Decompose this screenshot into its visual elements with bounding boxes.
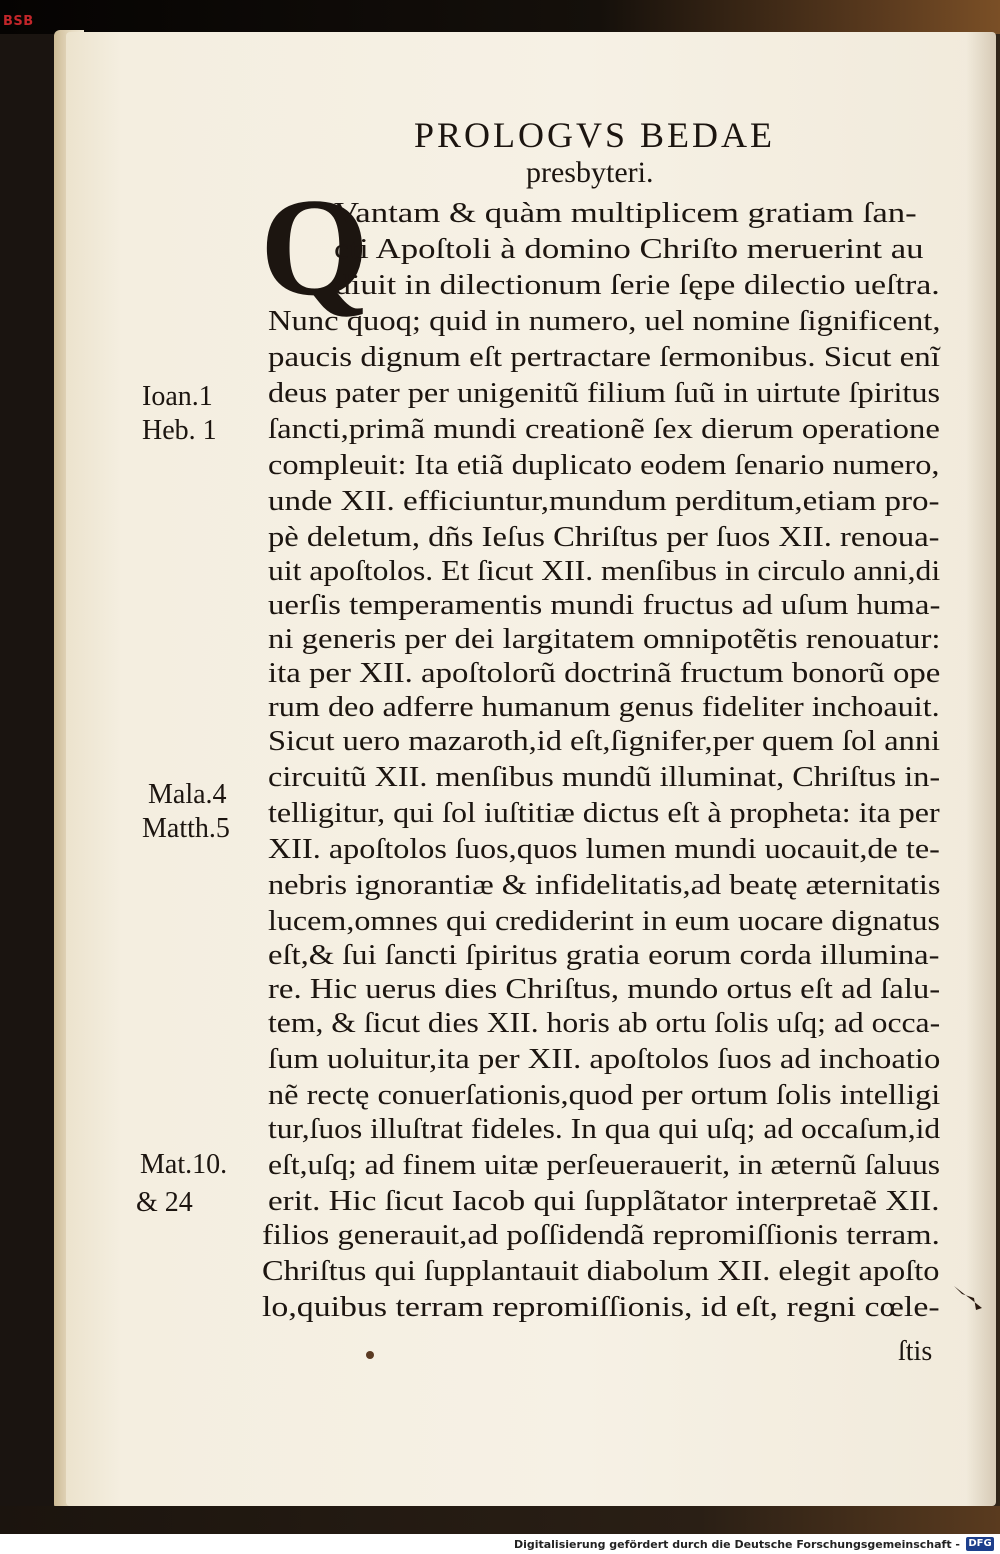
body-line: circuitũ XII. menſibus mundũ illuminat, Chriſtus in-	[268, 761, 941, 793]
body-line: ita per XII. apoſtolorũ doctrinã fructum bonorũ ope	[268, 657, 941, 689]
decorated-initial: Q	[260, 170, 369, 325]
body-line: erit. Hic ſicut Iacob qui ſupplãtator interpretaẽ XII.	[268, 1185, 940, 1217]
body-line: diuit in dilectionum ſerie ſępe dilectio ueſtra.	[334, 269, 940, 301]
body-line: Nunc quoq; quid in numero, uel nomine ſignificent,	[268, 305, 941, 337]
scan-bottom-background	[0, 1506, 1000, 1534]
ink-spot	[366, 1351, 374, 1359]
margin-note: & 24	[136, 1187, 193, 1218]
scan-top-background	[0, 0, 1000, 34]
body-line: eſt,uſq; ad finem uitæ perſeuerauerit, in æternũ ſaluus	[268, 1149, 941, 1181]
body-line: nẽ rectę conuerſationis,quod per ortum ſolis intelligi	[268, 1079, 941, 1111]
body-line: ni generis per dei largitatem omnipotẽtis renouatur:	[268, 623, 941, 655]
body-line: XII. apoſtolos ſuos,quos lumen mundi uocauit,de te-	[268, 833, 940, 865]
body-line: ſancti,primã mundi creationẽ ſex dierum operatione	[268, 413, 940, 445]
body-line: lo,quibus terram repromiſſionis, id eſt, regni cœle-	[262, 1291, 940, 1323]
catchword: ſtis	[898, 1336, 933, 1367]
body-line: cti Apoſtoli à domino Chriſto meruerint au	[334, 233, 924, 265]
body-line: pè deletum, dñs Ieſus Chriſtus per ſuos XII. renoua-	[268, 521, 940, 553]
body-line: deus pater per unigenitũ filium ſuũ in uirtute ſpiritus	[268, 377, 941, 409]
margin-note: Mat.10.	[140, 1149, 228, 1180]
body-line: lucem,omnes qui crediderint in eum uocare dignatus	[268, 905, 941, 937]
body-line: Vantam & quàm multiplicem gratiam ſan-	[334, 197, 917, 229]
body-line: tur,ſuos illuſtrat fideles. In qua qui uſq; ad occaſum,id	[268, 1113, 941, 1145]
body-line: nebris ignorantiæ & infidelitatis,ad beatę æternitatis	[268, 869, 941, 901]
page-subtitle: presbyteri.	[526, 156, 654, 189]
library-mark: BSB	[3, 14, 34, 29]
body-line: re. Hic uerus dies Chriſtus, mundo ortus eſt ad ſalu-	[268, 973, 941, 1005]
footer-credit: Digitalisierung gefördert durch die Deutsche Forschungsgemeinschaft -	[513, 1538, 960, 1551]
page-title: PROLOGVS BEDAE	[414, 115, 776, 155]
body-line: uerſis temperamentis mundi fructus ad uſum huma-	[268, 589, 941, 621]
margin-note: Ioan.1	[142, 381, 213, 412]
margin-note: Heb. 1	[142, 415, 217, 446]
margin-note: Matth.5	[142, 813, 230, 844]
body-line: Sicut uero mazaroth,id eſt,ſignifer,per quem ſol anni	[268, 725, 941, 757]
margin-note: Mala.4	[148, 779, 227, 810]
body-line: ſum uoluitur,ita per XII. apoſtolos ſuos ad inchoatio	[268, 1043, 941, 1075]
body-line: filios generauit,ad poſſidendã repromiſſionis terram.	[262, 1219, 940, 1251]
body-line: Chriſtus qui ſupplantauit diabolum XII. elegit apoſto	[262, 1255, 940, 1287]
body-line: tem, & ſicut dies XII. horis ab ortu ſolis uſq; ad occa-	[268, 1007, 941, 1039]
dfg-logo: DFG	[966, 1537, 994, 1551]
body-line: paucis dignum eſt pertractare ſermonibus. Sicut enĩ	[268, 341, 940, 373]
body-line: uit apoſtolos. Et ſicut XII. menſibus in circulo anni,di	[268, 555, 941, 587]
body-line: telligitur, qui ſol iuſtitiæ dictus eſt à propheta: ita per	[268, 797, 940, 829]
pointer-icon	[952, 1282, 986, 1312]
body-line: unde XII. efficiuntur,mundum perditum,etiam pro-	[268, 485, 940, 517]
body-line: rum deo adferre humanum genus fideliter inchoauit.	[268, 691, 940, 723]
body-line: eſt,& ſui ſancti ſpiritus gratia eorum corda illumina-	[268, 939, 940, 971]
body-line: compleuit: Ita etiã duplicato eodem ſenario numero,	[268, 449, 940, 481]
